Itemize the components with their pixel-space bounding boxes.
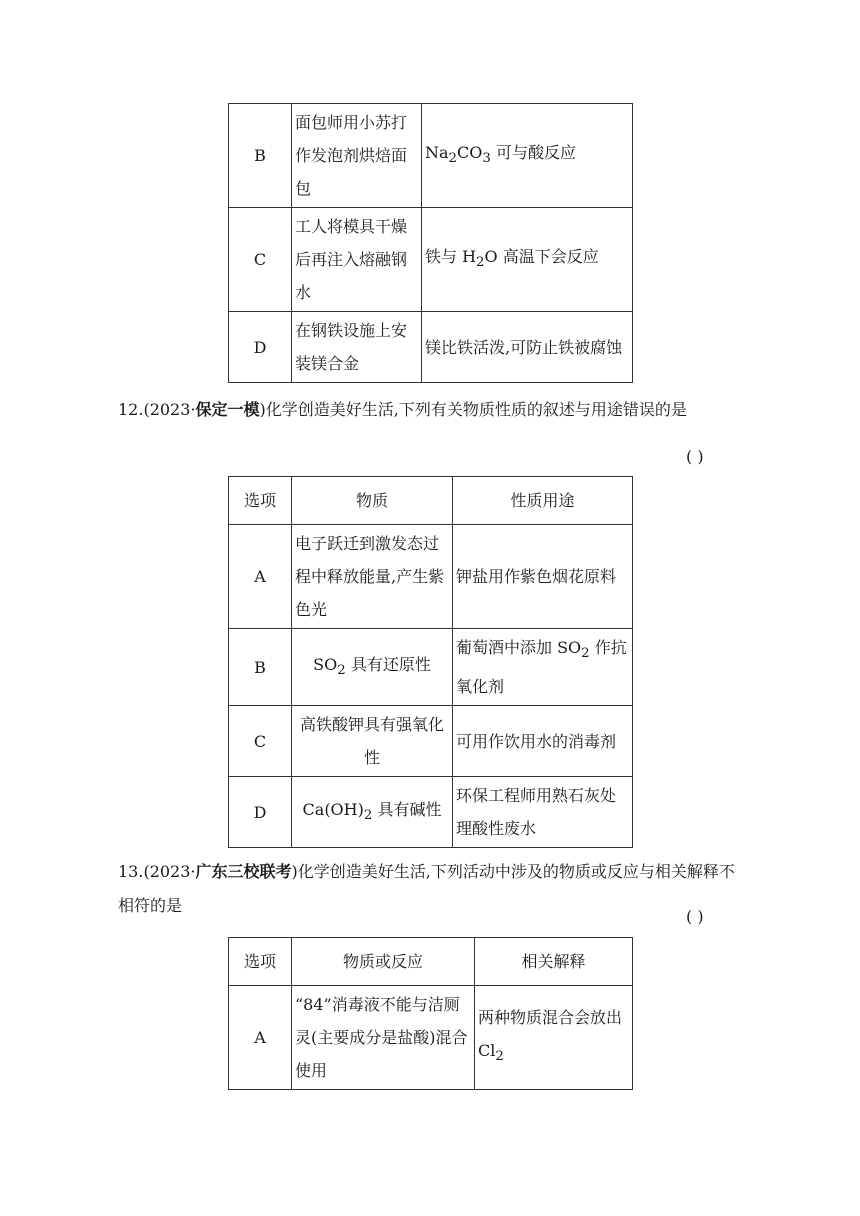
answer-paren[interactable]: ( ) [686, 447, 704, 466]
activity-cell: 工人将模具干燥后再注入熔融钢水 [292, 208, 422, 312]
q12-table [228, 476, 633, 848]
table-row [229, 706, 633, 777]
header-explain: 相关解释 [475, 938, 633, 986]
substance-cell: 电子跃迁到激发态过程中释放能量,产生紫色光 [292, 525, 453, 629]
table-row [229, 986, 633, 1090]
table-row [229, 525, 633, 629]
table-row [229, 208, 633, 312]
use-cell: 钾盐用作紫色烟花原料 [453, 525, 633, 629]
activity-cell: 面包师用小苏打作发泡剂烘焙面包 [292, 104, 422, 208]
substance-cell: “84”消毒液不能与洁厕灵(主要成分是盐酸)混合使用 [292, 986, 475, 1090]
table-header-row [229, 938, 633, 986]
answer-paren[interactable]: ( ) [686, 907, 704, 926]
table-row [229, 629, 633, 706]
use-cell: 葡萄酒中添加 $SO_2$ 作抗氧化剂 [453, 629, 633, 706]
question-12-stem: 12.(2023·保定一模)化学创造美好生活,下列有关物质性质的叙述与用途错误的是 [118, 400, 687, 419]
option-cell: B [229, 629, 292, 706]
header-option: 选项 [229, 477, 292, 525]
option-cell: C [229, 706, 292, 777]
header-substance: 物质 [292, 477, 453, 525]
use-cell: 环保工程师用熟石灰处理酸性废水 [453, 777, 633, 848]
header-substance: 物质或反应 [292, 938, 475, 986]
explain-cell: 铁与 $H_2O$ 高温下会反应 [422, 208, 633, 312]
option-cell: B [229, 104, 292, 208]
option-cell: D [229, 777, 292, 848]
substance-cell: 高铁酸钾具有强氧化性 [292, 706, 453, 777]
use-cell: 可用作饮用水的消毒剂 [453, 706, 633, 777]
q13-table [228, 937, 633, 1090]
table-row [229, 312, 633, 383]
table-header-row [229, 477, 633, 525]
question-13-stem: 13.(2023·广东三校联考)化学创造美好生活,下列活动中涉及的物质或反应与相关解释不相符的是 [118, 862, 735, 915]
substance-cell: $Ca(OH)_2$ 具有碱性 [292, 777, 453, 848]
option-cell: A [229, 986, 292, 1090]
q11-table [228, 103, 633, 383]
option-cell: D [229, 312, 292, 383]
header-option: 选项 [229, 938, 292, 986]
activity-cell: 在钢铁设施上安装镁合金 [292, 312, 422, 383]
explain-cell: 两种物质混合会放出 $Cl_2$ [475, 986, 633, 1090]
substance-cell: $SO_2$ 具有还原性 [292, 629, 453, 706]
explain-cell: $Na_2CO_3$ 可与酸反应 [422, 104, 633, 208]
table-row [229, 104, 633, 208]
option-cell: A [229, 525, 292, 629]
table-row [229, 777, 633, 848]
explain-cell: 镁比铁活泼,可防止铁被腐蚀 [422, 312, 633, 383]
header-use: 性质用途 [453, 477, 633, 525]
option-cell: C [229, 208, 292, 312]
